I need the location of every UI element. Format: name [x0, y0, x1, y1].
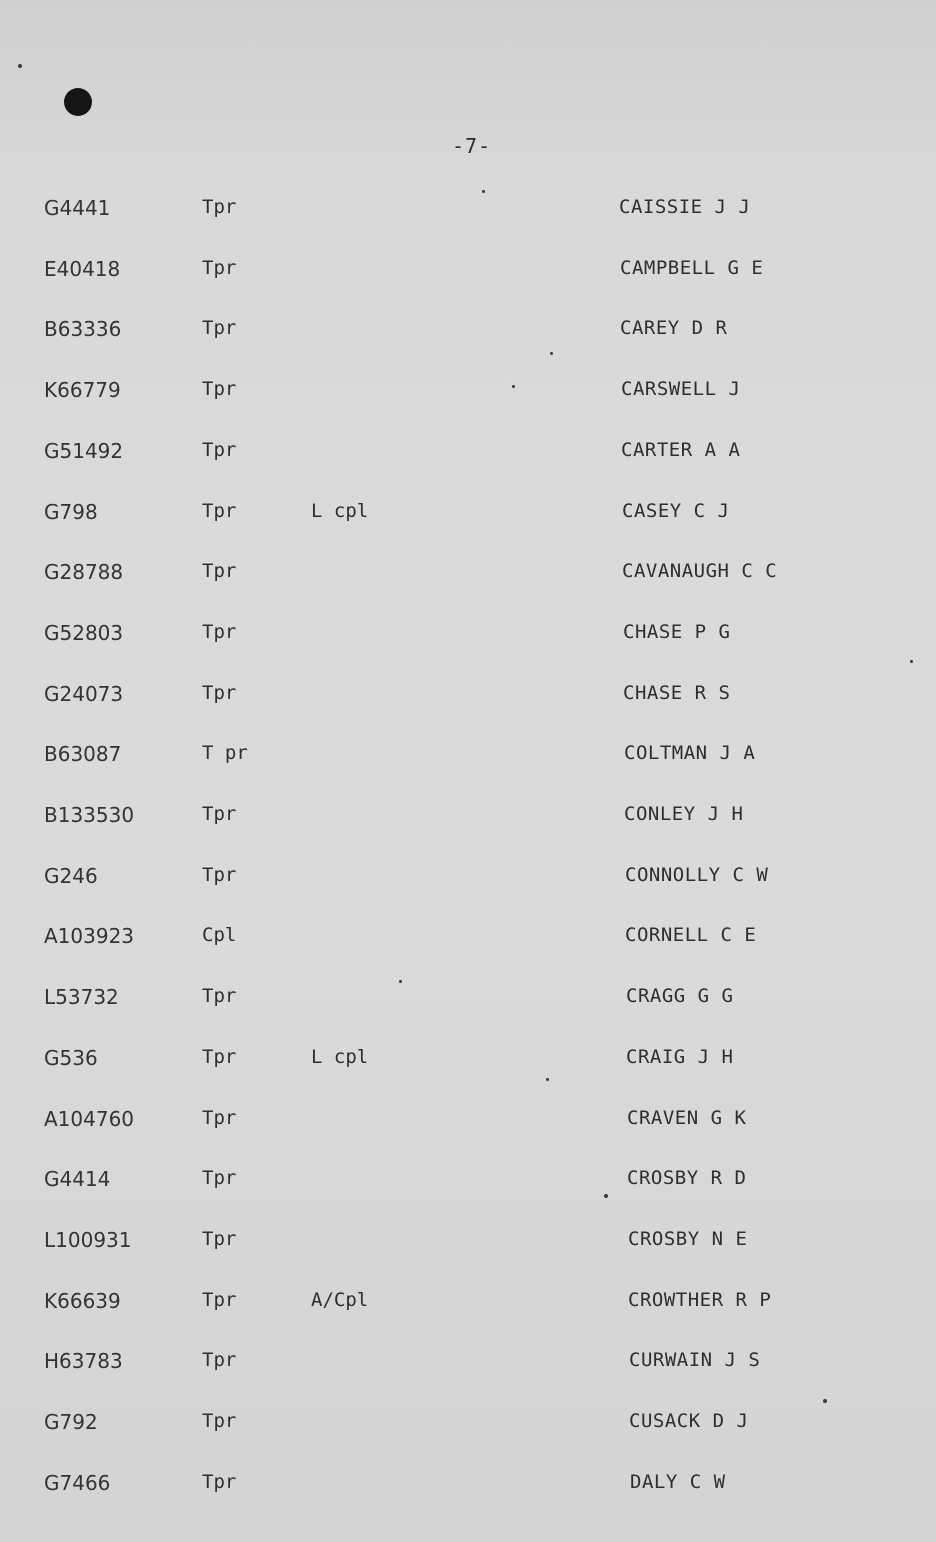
paper-speck [482, 190, 485, 193]
roster-row [0, 1471, 936, 1501]
service-number: B63087 [44, 742, 122, 766]
paper-speck [910, 660, 913, 663]
soldier-name: CROSBY N E [628, 1228, 748, 1250]
soldier-name: CONLEY J H [624, 803, 744, 825]
punch-hole [64, 88, 92, 116]
roster-row [0, 1410, 936, 1440]
rank: Tpr [202, 439, 237, 461]
roster-row [0, 560, 936, 590]
rank: T pr [202, 742, 248, 764]
service-number: G792 [44, 1410, 98, 1434]
roster-row [0, 621, 936, 651]
paper-speck [546, 1078, 549, 1081]
service-number: G246 [44, 864, 98, 888]
soldier-name: CARTER A A [621, 439, 741, 461]
paper-speck [550, 352, 553, 355]
rank: Tpr [202, 1107, 237, 1129]
service-number: G24073 [44, 682, 124, 706]
rank: Tpr [202, 196, 237, 218]
soldier-name: CASEY C J [622, 500, 730, 522]
service-number: A103923 [44, 924, 135, 948]
soldier-name: CHASE R S [623, 682, 731, 704]
soldier-name: CUSACK D J [629, 1410, 749, 1432]
soldier-name: COLTMAN J A [624, 742, 756, 764]
rank: Tpr [202, 500, 237, 522]
rank: Cpl [202, 924, 237, 946]
soldier-name: CRAVEN G K [627, 1107, 747, 1129]
soldier-name: CONNOLLY C W [625, 864, 769, 886]
soldier-name: DALY C W [630, 1471, 726, 1493]
service-number: B63336 [44, 317, 122, 341]
soldier-name: CARSWELL J [621, 378, 741, 400]
service-number: G51492 [44, 439, 124, 463]
rank: Tpr [202, 621, 237, 643]
service-number: G52803 [44, 621, 124, 645]
paper-speck [823, 1399, 827, 1403]
roster-row [0, 1167, 936, 1197]
rank: Tpr [202, 1289, 237, 1311]
soldier-name: CAREY D R [620, 317, 728, 339]
rank: Tpr [202, 803, 237, 825]
rank: Tpr [202, 1349, 237, 1371]
roster-row [0, 1349, 936, 1379]
appointment: L cpl [311, 500, 369, 522]
service-number: B133530 [44, 803, 135, 827]
soldier-name: CRAGG G G [626, 985, 734, 1007]
roster-row [0, 924, 936, 954]
service-number: G4441 [44, 196, 111, 220]
rank: Tpr [202, 1228, 237, 1250]
soldier-name: CRAIG J H [626, 1046, 734, 1068]
soldier-name: CORNELL C E [625, 924, 757, 946]
paper-speck [18, 64, 22, 68]
rank: Tpr [202, 1167, 237, 1189]
roster-row [0, 985, 936, 1015]
rank: Tpr [202, 864, 237, 886]
service-number: K66639 [44, 1289, 121, 1313]
service-number: G28788 [44, 560, 124, 584]
page-number: -7- [452, 134, 492, 158]
soldier-name: CHASE P G [623, 621, 731, 643]
paper-speck [399, 980, 402, 983]
appointment: A/Cpl [311, 1289, 369, 1311]
appointment: L cpl [311, 1046, 369, 1068]
service-number: G7466 [44, 1471, 111, 1495]
service-number: L100931 [44, 1228, 132, 1252]
roster-row [0, 1107, 936, 1137]
soldier-name: CURWAIN J S [629, 1349, 761, 1371]
soldier-name: CAVANAUGH C C [622, 560, 778, 582]
roster-row [0, 439, 936, 469]
roster-row [0, 803, 936, 833]
service-number: G4414 [44, 1167, 111, 1191]
roster-row [0, 378, 936, 408]
service-number: G536 [44, 1046, 98, 1070]
service-number: A104760 [44, 1107, 135, 1131]
rank: Tpr [202, 682, 237, 704]
service-number: G798 [44, 500, 98, 524]
roster-row [0, 257, 936, 287]
soldier-name: CAMPBELL G E [620, 257, 764, 279]
rank: Tpr [202, 985, 237, 1007]
service-number: K66779 [44, 378, 121, 402]
service-number: E40418 [44, 257, 121, 281]
rank: Tpr [202, 1046, 237, 1068]
rank: Tpr [202, 378, 237, 400]
roster-row [0, 1289, 936, 1319]
rank: Tpr [202, 1471, 237, 1493]
soldier-name: CROWTHER R P [628, 1289, 772, 1311]
soldier-name: CROSBY R D [627, 1167, 747, 1189]
roster-row [0, 682, 936, 712]
service-number: H63783 [44, 1349, 123, 1373]
roster-row [0, 317, 936, 347]
roster-row [0, 1046, 936, 1076]
rank: Tpr [202, 560, 237, 582]
service-number: L53732 [44, 985, 119, 1009]
roster-row [0, 500, 936, 530]
rank: Tpr [202, 317, 237, 339]
roster-row [0, 1228, 936, 1258]
roster-row [0, 196, 936, 226]
roster-row [0, 864, 936, 894]
rank: Tpr [202, 257, 237, 279]
rank: Tpr [202, 1410, 237, 1432]
roster-row [0, 742, 936, 772]
soldier-name: CAISSIE J J [619, 196, 751, 218]
